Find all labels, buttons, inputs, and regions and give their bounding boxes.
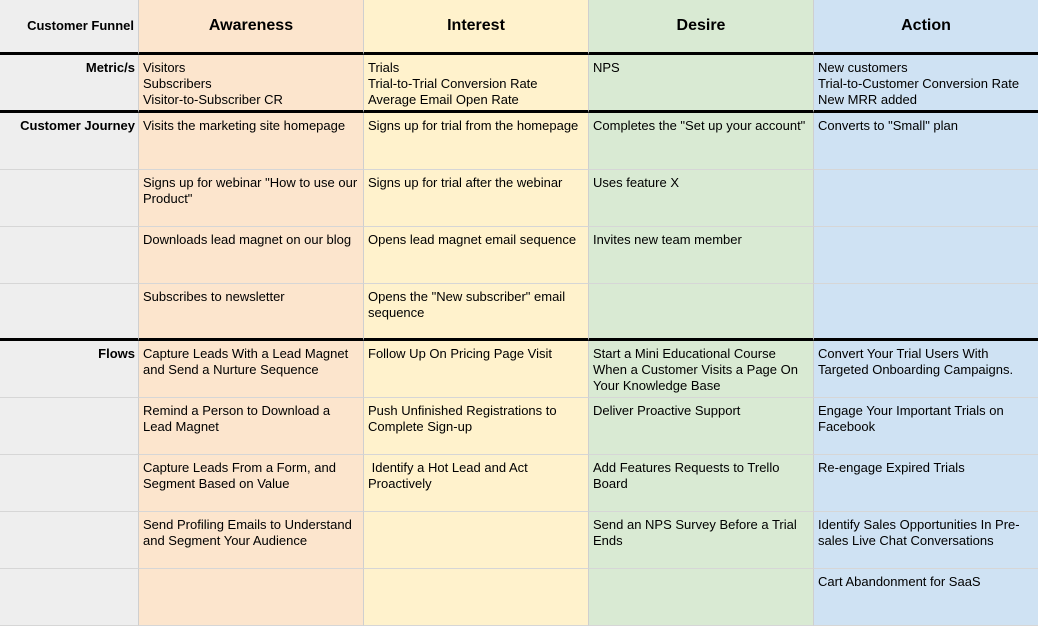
flow-cell[interactable]: Follow Up On Pricing Page Visit: [364, 341, 589, 398]
label-cell-empty[interactable]: [0, 512, 139, 569]
metrics-awareness-cell[interactable]: Visitors Subscribers Visitor-to-Subscriber CR: [139, 55, 364, 113]
row-label-flows[interactable]: Flows: [0, 341, 139, 398]
flow-cell[interactable]: Identify a Hot Lead and Act Proactively: [364, 455, 589, 512]
journey-cell[interactable]: Invites new team member: [589, 227, 814, 284]
journey-cell[interactable]: Visits the marketing site homepage: [139, 113, 364, 170]
header-action[interactable]: Action: [814, 0, 1038, 55]
journey-cell[interactable]: Opens lead magnet email sequence: [364, 227, 589, 284]
journey-cell[interactable]: Opens the "New subscriber" email sequence: [364, 284, 589, 341]
flow-cell[interactable]: Add Features Requests to Trello Board: [589, 455, 814, 512]
label-cell-empty[interactable]: [0, 227, 139, 284]
flow-cell[interactable]: [589, 569, 814, 626]
header-desire[interactable]: Desire: [589, 0, 814, 55]
header-awareness[interactable]: Awareness: [139, 0, 364, 55]
journey-cell[interactable]: Converts to "Small" plan: [814, 113, 1038, 170]
journey-cell[interactable]: Completes the "Set up your account": [589, 113, 814, 170]
flow-cell[interactable]: Engage Your Important Trials on Facebook: [814, 398, 1038, 455]
flow-cell[interactable]: Capture Leads With a Lead Magnet and Send a Nurture Sequence: [139, 341, 364, 398]
flow-cell[interactable]: [364, 569, 589, 626]
flow-cell[interactable]: Convert Your Trial Users With Targeted Onboarding Campaigns.: [814, 341, 1038, 398]
row-label-metrics[interactable]: Metric/s: [0, 55, 139, 113]
flow-cell[interactable]: Push Unfinished Registrations to Complete Sign-up: [364, 398, 589, 455]
flow-cell[interactable]: Deliver Proactive Support: [589, 398, 814, 455]
journey-cell[interactable]: Signs up for trial from the homepage: [364, 113, 589, 170]
header-interest[interactable]: Interest: [364, 0, 589, 55]
metrics-action-cell[interactable]: New customers Trial-to-Customer Conversion Rate New MRR added: [814, 55, 1038, 113]
journey-cell[interactable]: Subscribes to newsletter: [139, 284, 364, 341]
flow-cell[interactable]: [139, 569, 364, 626]
flow-cell[interactable]: Start a Mini Educational Course When a Customer Visits a Page On Your Knowledge Base: [589, 341, 814, 398]
label-cell-empty[interactable]: [0, 398, 139, 455]
journey-cell[interactable]: Signs up for webinar "How to use our Product": [139, 170, 364, 227]
flow-cell[interactable]: [364, 512, 589, 569]
label-cell-empty[interactable]: [0, 569, 139, 626]
journey-cell[interactable]: Downloads lead magnet on our blog: [139, 227, 364, 284]
metrics-desire-cell[interactable]: NPS: [589, 55, 814, 113]
label-cell-empty[interactable]: [0, 170, 139, 227]
journey-cell[interactable]: [814, 227, 1038, 284]
label-cell-empty[interactable]: [0, 455, 139, 512]
header-customer-funnel[interactable]: Customer Funnel: [0, 0, 139, 55]
journey-cell[interactable]: Signs up for trial after the webinar: [364, 170, 589, 227]
journey-cell[interactable]: [814, 284, 1038, 341]
flow-cell[interactable]: Send an NPS Survey Before a Trial Ends: [589, 512, 814, 569]
journey-cell[interactable]: [814, 170, 1038, 227]
journey-cell[interactable]: Uses feature X: [589, 170, 814, 227]
flow-cell[interactable]: Re-engage Expired Trials: [814, 455, 1038, 512]
flow-cell[interactable]: Remind a Person to Download a Lead Magnet: [139, 398, 364, 455]
journey-cell[interactable]: [589, 284, 814, 341]
row-label-customer-journey[interactable]: Customer Journey: [0, 113, 139, 170]
flow-cell[interactable]: Identify Sales Opportunities In Pre-sales Live Chat Conversations: [814, 512, 1038, 569]
label-cell-empty[interactable]: [0, 284, 139, 341]
flow-cell[interactable]: Cart Abandonment for SaaS: [814, 569, 1038, 626]
flow-cell[interactable]: Send Profiling Emails to Understand and Segment Your Audience: [139, 512, 364, 569]
metrics-interest-cell[interactable]: Trials Trial-to-Trial Conversion Rate Average Email Open Rate: [364, 55, 589, 113]
flow-cell[interactable]: Capture Leads From a Form, and Segment Based on Value: [139, 455, 364, 512]
